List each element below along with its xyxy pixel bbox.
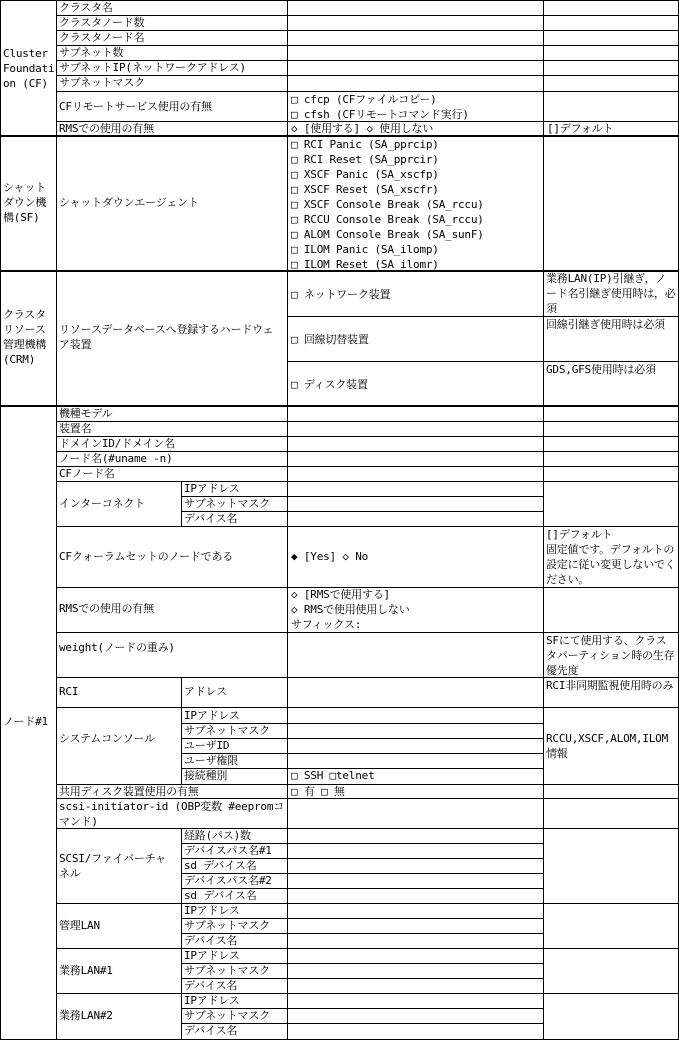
node-section-label: ノード#1: [3, 715, 48, 728]
crm-hardware-label: リソースデータベースへ登録するハードウェア装置: [59, 323, 274, 351]
lan1-device-label: デバイス名: [184, 979, 238, 992]
shared-disk-label: 共用ディスク装置使用の有無: [59, 785, 199, 798]
rci-address-label: アドレス: [184, 685, 227, 698]
mgmt-mask-label: サブネットマスク: [184, 919, 270, 932]
system-console-label: システムコンソール: [59, 732, 155, 745]
mgmt-device-label: デバイス名: [184, 934, 238, 947]
crm-section-line-4: (CRM): [3, 353, 36, 366]
subnet-count-label: サブネット数: [59, 46, 124, 59]
connection-type-label: 接続種別: [184, 769, 228, 782]
line-switch-checkbox[interactable]: □ 回線切替装置: [291, 333, 369, 346]
agent-checkbox[interactable]: □ XSCF Console Break (SA_rccu): [291, 198, 484, 211]
sf-section-line-3: 構(SF): [3, 211, 40, 224]
sf-section-line-1: シャット: [3, 181, 46, 194]
rci-note: RCI非同期監視使用時のみ: [546, 679, 674, 692]
sd-device-1-label: sd デバイス名: [184, 859, 257, 872]
interconnect-label: インターコネクト: [59, 497, 145, 510]
cf-node-name-label: CFノード名: [59, 467, 115, 480]
device-name-label: 装置名: [59, 422, 92, 435]
console-mask-label: サブネットマスク: [184, 724, 270, 737]
mgmt-ip-label: IPアドレス: [184, 904, 240, 917]
weight-note: SFにて使用する、クラスタパーティション時の生存優先度: [546, 634, 675, 677]
node-rms-option-use[interactable]: ◇ [RMSで使用する]: [291, 588, 390, 601]
cfcp-checkbox[interactable]: □ cfcp (CFファイルコピー): [291, 93, 437, 106]
domain-id-label: ドメインID/ドメイン名: [59, 437, 175, 450]
lan1-ip-label: IPアドレス: [184, 949, 240, 962]
scsi-fibre-label: SCSI/ファイバーチャネル: [59, 852, 166, 880]
node-name-label: ノード名(#uname -n): [59, 452, 173, 465]
cf-rms-options[interactable]: ◇ [使用する] ◇ 使用しない: [291, 122, 434, 135]
device-path-2-label: デバイスパス名#2: [184, 874, 272, 887]
device-path-1-label: デバイスパス名#1: [184, 844, 272, 857]
console-privilege-label: ユーザ権限: [184, 754, 238, 767]
ic-ip-label: IPアドレス: [184, 482, 240, 495]
agent-checkbox[interactable]: □ XSCF Reset (SA_xscfr): [291, 183, 439, 196]
agent-checkbox[interactable]: □ ILOM Panic (SA_ilomp): [291, 243, 439, 256]
sf-section-line-2: ダウン機: [3, 196, 47, 209]
model-label: 機種モデル: [59, 407, 113, 420]
quorum-default: []デフォルト: [546, 528, 613, 541]
agent-checkbox[interactable]: □ XSCF Panic (SA_xscfp): [291, 168, 439, 181]
agent-checkbox[interactable]: □ ALOM Console Break (SA_sunF): [291, 228, 484, 241]
cf-section-line-1: Cluster: [3, 47, 48, 60]
node-names-label: クラスタノード名: [59, 31, 145, 44]
cf-remote-label: CFリモートサービス使用の有無: [59, 100, 212, 113]
console-ip-label: IPアドレス: [184, 709, 240, 722]
agent-checkbox[interactable]: □ RCI Panic (SA_pprcip): [291, 138, 439, 151]
console-user-label: ユーザID: [184, 739, 230, 752]
cf-section-line-2: Foundati: [3, 62, 55, 75]
mgmt-lan-label: 管理LAN: [59, 919, 100, 932]
node-rms-suffix: サフィックス:: [291, 618, 362, 631]
agent-checkbox[interactable]: □ ILOM Reset (SA_ilomr): [291, 258, 439, 271]
lan2-ip-label: IPアドレス: [184, 994, 240, 1007]
lan2-mask-label: サブネットマスク: [184, 1009, 270, 1022]
agent-checkbox[interactable]: □ RCI Reset (SA_pprcir): [291, 153, 439, 166]
crm-section-line-2: リソース: [3, 323, 46, 336]
node-rms-option-not-use[interactable]: ◇ RMSで使用使用しない: [291, 603, 410, 616]
cfsh-checkbox[interactable]: □ cfsh (CFリモートコマンド実行): [291, 108, 469, 121]
scsi-initiator-label: scsi-initiator-id (OBP変数 #eepromコマンド): [59, 800, 285, 828]
quorum-options[interactable]: ◆ [Yes] ◇ No: [291, 550, 369, 563]
crm-section-line-3: 管理機構: [3, 338, 47, 351]
rci-label: RCI: [59, 685, 79, 698]
lan2-label: 業務LAN#2: [59, 1009, 113, 1022]
line-switch-note: 回線引継ぎ使用時は必須: [546, 318, 665, 331]
cluster-name-label: クラスタ名: [59, 1, 113, 14]
crm-section-line-1: クラスタ: [3, 308, 46, 321]
disk-device-note: GDS,GFS使用時は必須: [546, 363, 656, 376]
node-rms-label: RMSでの使用の有無: [59, 602, 154, 615]
path-count-label: 経路(パス)数: [184, 829, 251, 842]
cf-section-line-3: on (CF): [3, 77, 48, 90]
cf-rms-label: RMSでの使用の有無: [59, 122, 154, 135]
ic-mask-label: サブネットマスク: [184, 497, 270, 510]
shared-disk-options[interactable]: □ 有 □ 無: [291, 785, 345, 798]
disk-device-checkbox[interactable]: □ ディスク装置: [291, 378, 368, 391]
lan1-label: 業務LAN#1: [59, 964, 113, 977]
network-device-note: 業務LAN(IP)引継ぎ，ノード名引継ぎ使用時は，必須: [546, 272, 676, 315]
sd-device-2-label: sd デバイス名: [184, 889, 257, 902]
ic-device-label: デバイス名: [184, 512, 238, 525]
shutdown-agent-label: シャットダウンエージェント: [59, 196, 199, 209]
lan2-device-label: デバイス名: [184, 1024, 238, 1037]
node-count-label: クラスタノード数: [59, 16, 145, 29]
quorum-note: 固定値です。デフォルトの設定に従い変更しないでください。: [546, 543, 676, 586]
weight-label: weight(ノードの重み): [59, 641, 175, 654]
agent-checkbox[interactable]: □ RCCU Console Break (SA_rccu): [291, 213, 484, 226]
quorum-label: CFクォーラムセットのノードである: [59, 550, 234, 563]
console-note: RCCU,XSCF,ALOM,ILOM情報: [546, 732, 669, 760]
subnet-mask-label: サブネットマスク: [59, 76, 145, 89]
connection-type-options[interactable]: □ SSH □telnet: [291, 769, 375, 782]
cf-rms-default: []デフォルト: [547, 122, 614, 135]
lan1-mask-label: サブネットマスク: [184, 964, 270, 977]
subnet-ip-label: サブネットIP(ネットワークアドレス): [59, 61, 246, 74]
network-device-checkbox[interactable]: □ ネットワーク装置: [291, 288, 391, 301]
